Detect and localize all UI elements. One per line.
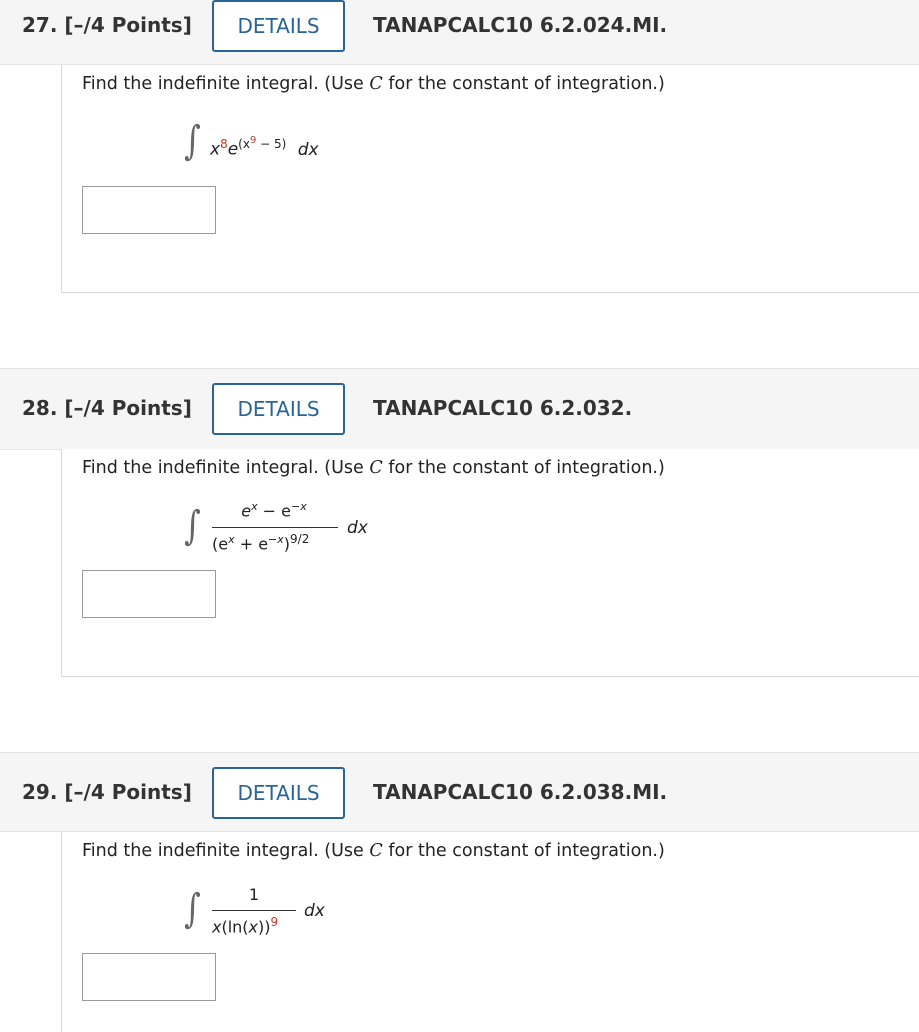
fraction-denominator: $x(\ln(x))^9$ bbox=[212, 915, 279, 937]
question-prompt: Find the indefinite integral. (Use C for the constant of integration.) bbox=[82, 841, 665, 861]
question-reference: TANAPCALC10 6.2.024.MI. bbox=[373, 13, 668, 37]
question-header bbox=[0, 368, 919, 450]
fraction-bar bbox=[212, 527, 338, 528]
details-button[interactable]: DETAILS bbox=[212, 383, 345, 435]
integral-expression bbox=[182, 494, 442, 564]
integral-expression: ∫ $x^8e^{(x^9 - 5)}$ dx bbox=[184, 118, 319, 164]
question-29 bbox=[0, 766, 919, 1024]
fraction-denominator: $(e^x + e^{-x})^{9/2}$ bbox=[212, 532, 310, 554]
differential: dx bbox=[347, 518, 368, 538]
question-reference: TANAPCALC10 6.2.038.MI. bbox=[373, 780, 668, 804]
question-prompt: Find the indefinite integral. (Use C for the constant of integration.) bbox=[82, 74, 665, 94]
details-button[interactable]: DETAILS bbox=[212, 767, 345, 819]
question-header bbox=[0, 0, 919, 65]
answer-input[interactable] bbox=[82, 186, 216, 234]
question-prompt: Find the indefinite integral. (Use C for the constant of integration.) bbox=[82, 458, 665, 478]
integral-expression bbox=[182, 877, 402, 947]
question-body bbox=[61, 832, 919, 1032]
integral-sign: ∫ bbox=[184, 886, 201, 932]
answer-input[interactable] bbox=[82, 953, 216, 1001]
integral-sign: ∫ bbox=[184, 118, 201, 164]
question-body bbox=[61, 449, 919, 677]
question-28 bbox=[0, 383, 919, 683]
differential: dx bbox=[304, 901, 325, 921]
question-header bbox=[0, 752, 919, 832]
question-body bbox=[61, 65, 919, 293]
question-number: 28. [–/4 Points] bbox=[22, 396, 192, 420]
details-button[interactable]: DETAILS bbox=[212, 0, 345, 52]
fraction-numerator: $e^x - e^{-x}$ bbox=[241, 500, 307, 521]
fraction-bar bbox=[212, 910, 296, 911]
integral-sign: ∫ bbox=[184, 503, 201, 549]
question-number: 29. [–/4 Points] bbox=[22, 780, 192, 804]
question-27 bbox=[0, 0, 919, 300]
question-reference: TANAPCALC10 6.2.032. bbox=[373, 396, 633, 420]
fraction-numerator: 1 bbox=[248, 885, 260, 904]
question-number: 27. [–/4 Points] bbox=[22, 13, 192, 37]
answer-input[interactable] bbox=[82, 570, 216, 618]
